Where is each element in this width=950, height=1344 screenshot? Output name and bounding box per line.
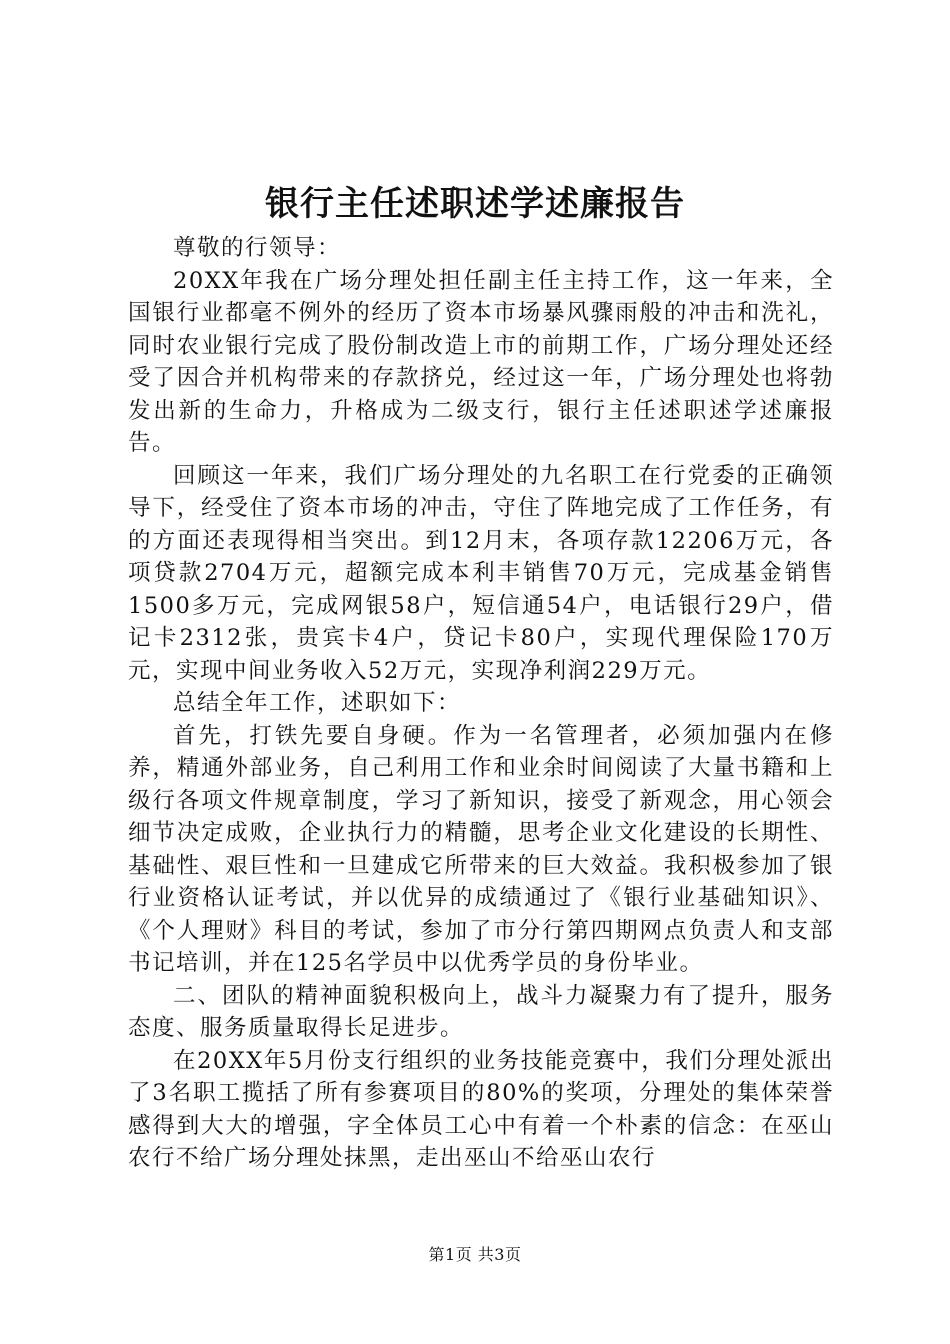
paragraph: 回顾这一年来，我们广场分理处的九名职工在行党委的正确领导下，经受住了资本市场的冲击，守住了阵地完成了工作任务，有的方面还表现得相当突出。到12月末，各项存款12206万元，各项贷款2704万元，超额完成本利丰销售70万元，完成基金销售1500多万元，完成网银58户，短信通54户，电话银行29户，借记卡2312张，贵宾卡4户，贷记卡80户，实现代理保险170万元，实现中间业务收入52万元，实现净利润229万元。: [128, 462, 834, 684]
document-title: 银行主任述职述学述廉报告: [265, 184, 685, 224]
paragraph: 在20XX年5月份支行组织的业务技能竞赛中，我们分理处派出了3名职工揽括了所有参赛项目的80%的奖项，分理处的集体荣誉感得到大大的增强，字全体员工心中有着一个朴素的信念：在巫山农行不给广场分理处抹黑，走出巫山不给巫山农行: [128, 1047, 834, 1171]
salutation: 尊敬的行领导：: [173, 235, 342, 261]
paragraph: 首先，打铁先要自身硬。作为一名管理者，必须加强内在修养，精通外部业务，自己利用工作和业余时间阅读了大量书籍和上级行各项文件规章制度，学习了新知识，接受了新观念，用心领会细节决定成败，企业执行力的精髓，思考企业文化建设的长期性、基础性、艰巨性和一旦建成它所带来的巨大效益。我积极参加了银行业资格认证考试，并以优异的成绩通过了《银行业基础知识》、《个人理财》科目的考试，参加了市分行第四期网点负责人和支部书记培训，并在125名学员中以优秀学员的身份毕业。: [128, 722, 834, 976]
page-footer: 第1页 共3页: [428, 1245, 522, 1264]
paragraph: 20XX年我在广场分理处担任副主任主持工作，这一年来，全国银行业都毫不例外的经历了资本市场暴风骤雨般的冲击和洗礼，同时农业银行完成了股份制改造上市的前期工作，广场分理处还经受了因合并机构带来的存款挤兑，经过这一年，广场分理处也将勃发出新的生命力，升格成为二级支行，银行主任述职述学述廉报告。: [128, 267, 834, 456]
paragraph: 二、团队的精神面貌积极向上，战斗力凝聚力有了提升，服务态度、服务质量取得长足进步。: [128, 982, 834, 1041]
document-body: [128, 232, 834, 1175]
paragraph: 总结全年工作，述职如下：: [173, 690, 462, 716]
